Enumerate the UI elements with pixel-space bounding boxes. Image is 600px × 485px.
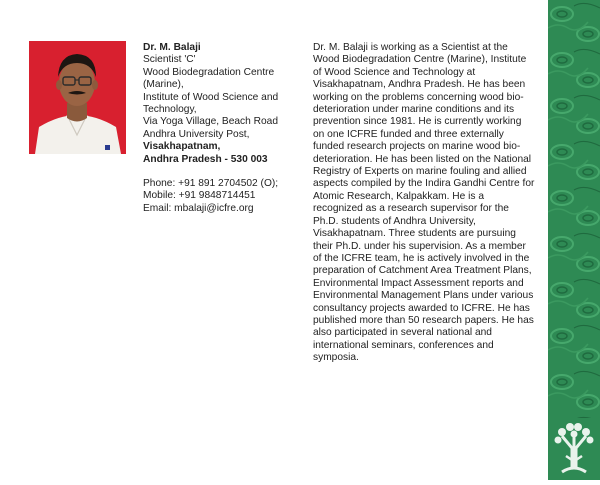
city: Visakhapatnam, [143, 141, 221, 153]
address-line: (Marine), [143, 79, 184, 91]
address-line: Andhra University Post, [143, 128, 250, 140]
wood-grain-pattern-icon [548, 0, 600, 480]
mobile-number: Mobile: +91 9848714451 [143, 190, 256, 202]
spacer [143, 166, 293, 178]
profile-photo [29, 41, 126, 154]
address-line: Institute of Wood Science and [143, 91, 279, 103]
address-line: Technology, [143, 104, 197, 116]
person-name: Dr. M. Balaji [143, 42, 201, 53]
contact-block [143, 42, 293, 215]
tree-logo-icon [548, 418, 600, 480]
state-pin: Andhra Pradesh - 530 003 [143, 153, 268, 165]
phone-number: Phone: +91 891 2704502 (O); [143, 178, 279, 190]
biography-text: Dr. M. Balaji is working as a Scientist at the Wood Biodegradation Centre (Marine), Institute of Wood Science and Technology at Visakhapatnam, Andhra Pradesh. He has been working on the problems concerning wood bio-deterioration under marine conditions and its prevention since 1981. He is currently working on one ICFRE funded and three externally funded research projects on marine wood bio-deterioration. He has been listed on the National Registry of Experts on marine fouling and allied aspects compiled by the Indira Gandhi Centre for Atomic Research, Kalpakkam. He is a recognized as a research supervisor for the Ph.D. students of Andhra University, Visakhapatnam. Three students are pursuing their Ph.D. under his supervision. As a member of the ICFRE team, he is actively involved in the preparation of Catchment Area Treatment Plans, Environmental Impact Assessment reports and Environmental Management Plans under various consultancy projects awarded to ICFRE. He has published more than 50 research papers. He has also participated in several national and international seminars, conferences and symposia. [313, 42, 535, 364]
address-line: Scientist 'C' [143, 54, 196, 66]
address-line: Wood Biodegradation Centre [143, 66, 275, 78]
address-line: Via Yoga Village, Beach Road [143, 116, 279, 128]
email-address[interactable]: Email: mbalaji@icfre.org [143, 202, 254, 214]
sidebar-pattern [548, 0, 600, 480]
